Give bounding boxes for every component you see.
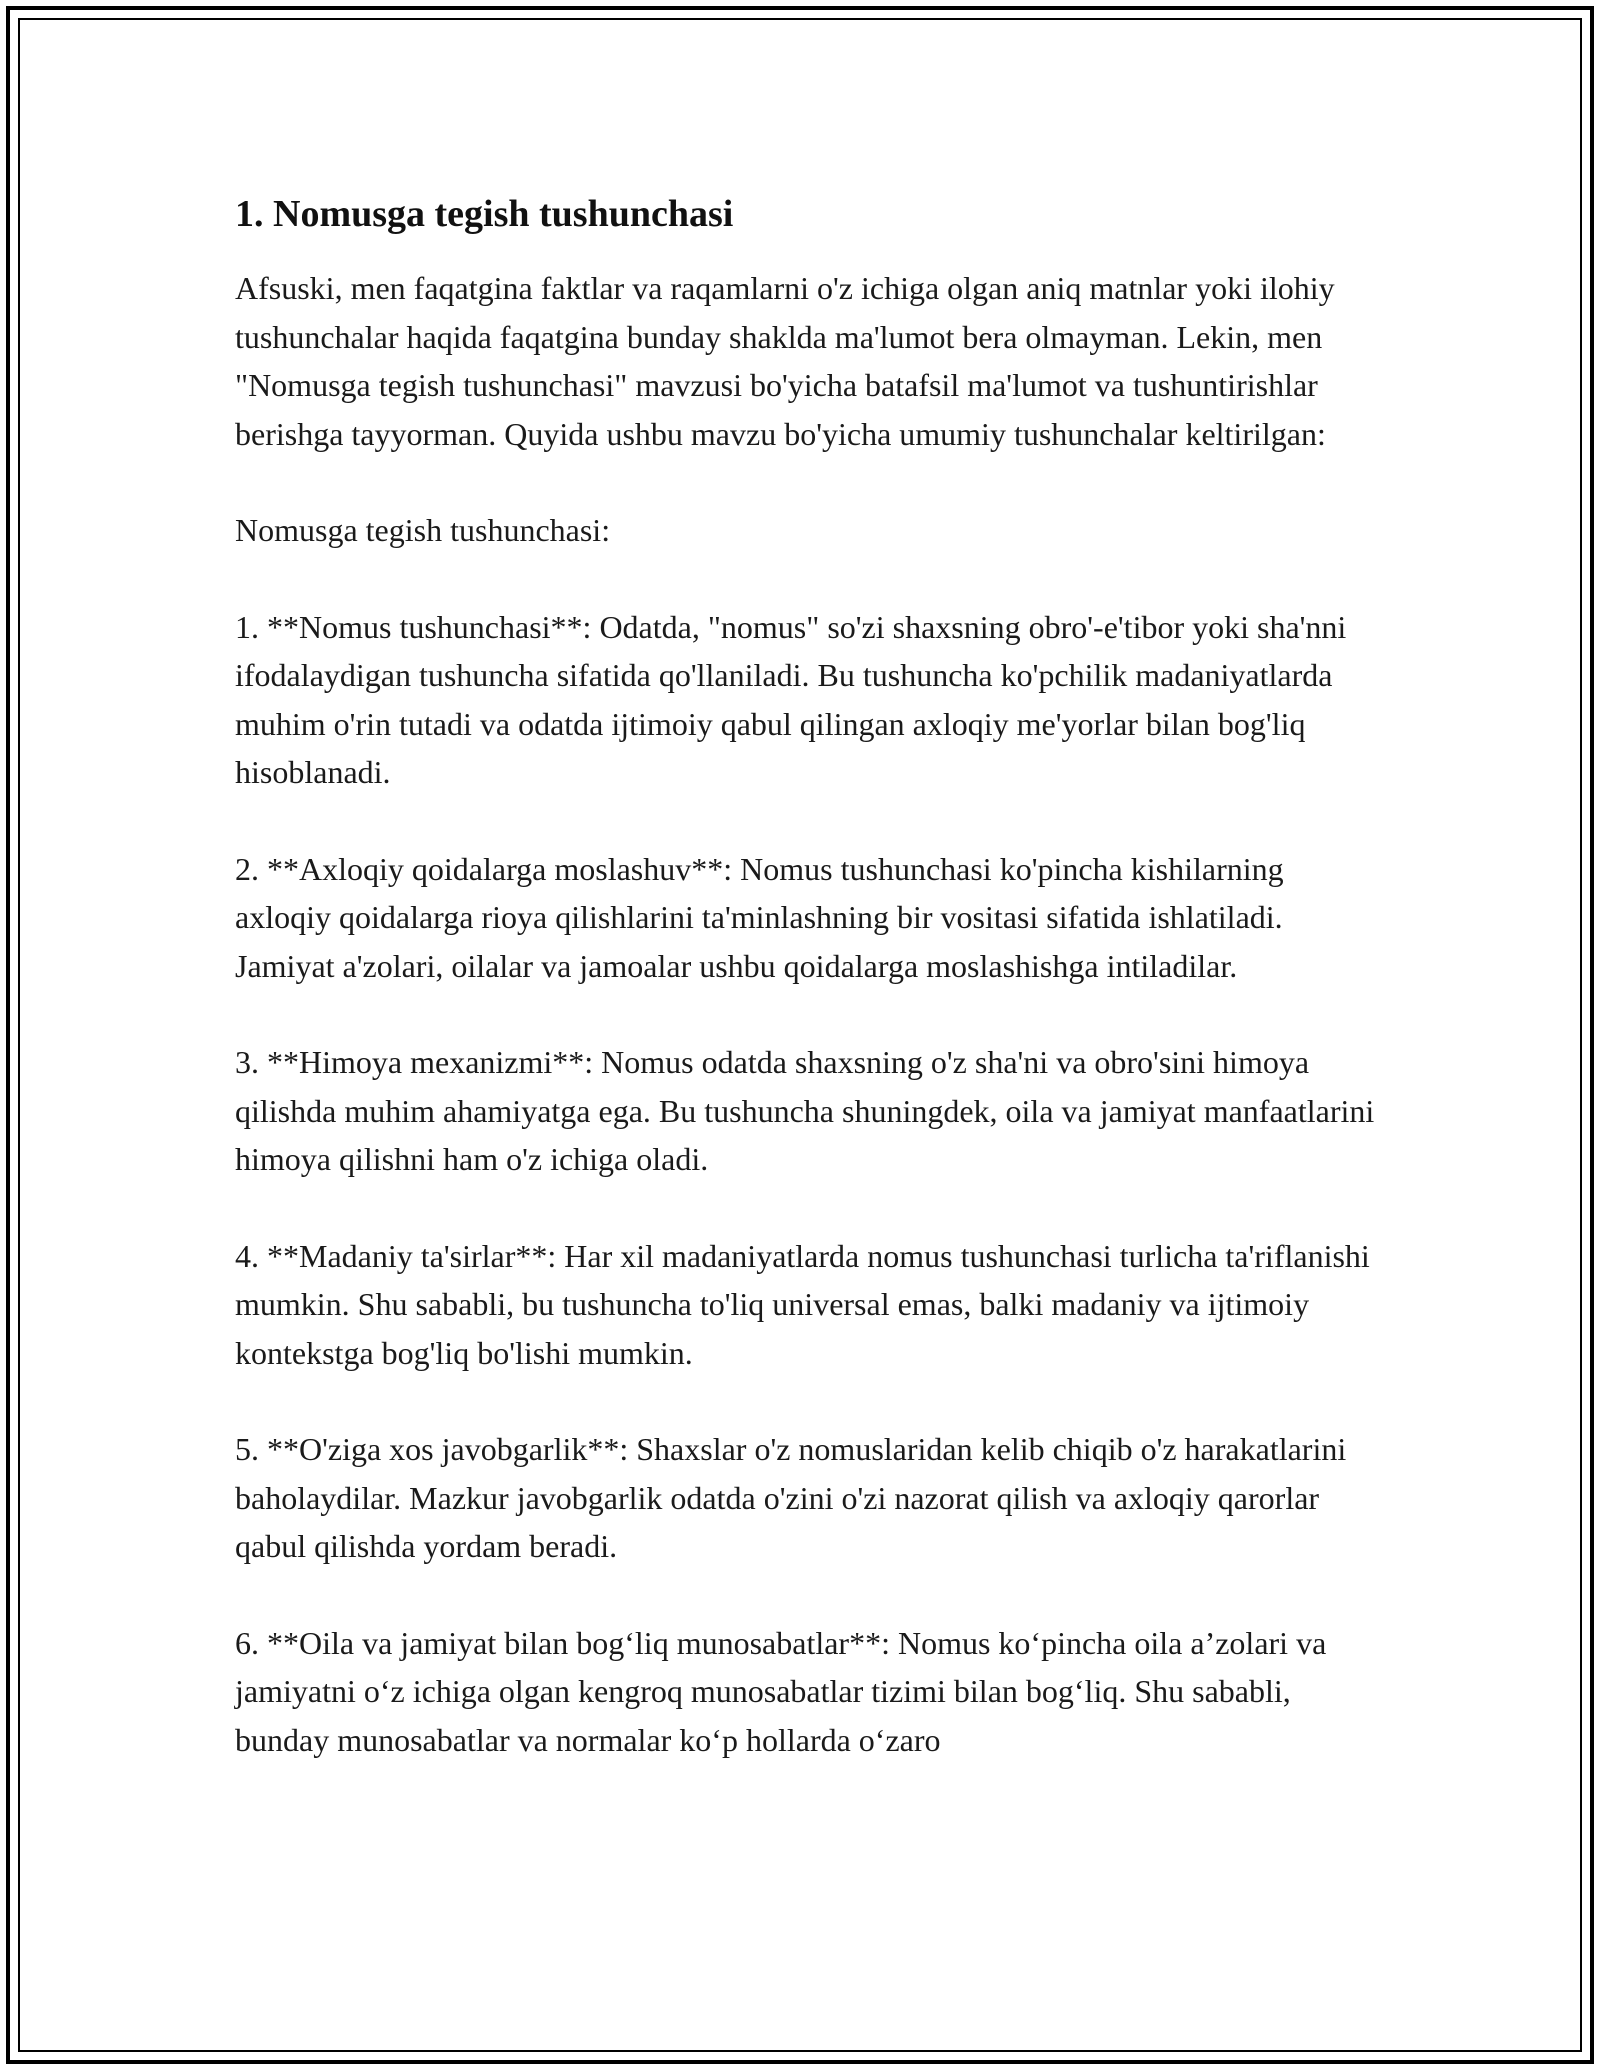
subtitle-paragraph: Nomusga tegish tushunchasi: — [235, 512, 611, 548]
section-heading: 1. Nomusga tegish tushunchasi — [235, 193, 734, 235]
list-item-axloqiy-qoidalar: 2. **Axloqiy qoidalarga moslashuv**: Nomus tushunchasi ko'pincha kishilarning axloqiy qoidalarga rioya qilishlarini ta'minlashning bir vositasi sifatida ishlatiladi. Jamiyat a'zolari, oilalar va jamoalar ushbu qoidalarga moslashishga intiladilar. — [235, 850, 1284, 984]
list-item-nomus-tushunchasi: 1. **Nomus tushunchasi**: Odatda, "nomus" so'zi shaxsning obro'-e'tibor yoki sha'nni ifodalaydigan tushuncha sifatida qo'llaniladi. Bu tushuncha ko'pchilik madaniyatlarda muhim o'rin tutadi va odatda ijtimoiy qabul qilingan axloqiy me'yorlar bilan bog'liq hisoblanadi. — [235, 608, 1347, 790]
intro-paragraph: Afsuski, men faqatgina faktlar va raqamlarni o'z ichiga olgan aniq matnlar yoki ilohiy tushunchalar haqida faqatgina bunday shakldа ma'lumot bera olmayman. Lekin, men "Nomusga tegish tushunchasi" mavzusi bo'yicha batafsil ma'lumot va tushuntirishlar berishga tayyorman. Quyida ushbu mavzu bo'yicha umumiy tushunchalar keltirilgan: — [235, 270, 1335, 452]
list-item-himoya-mexanizmi: 3. **Himoya mexanizmi**: Nomus odatda shaxsning o'z sha'ni va obro'sini himoya qilishda muhim ahamiyatga ega. Bu tushuncha shuningdek, oila va jamiyat manfaatlarini himoya qilishni ham o'z ichiga oladi. — [235, 1044, 1375, 1177]
list-item-javobgarlik: 5. **O'ziga xos javobgarlik**: Shaxslar o'z nomuslaridan kelib chiqib o'z harakatlarini baholaydilar. Mazkur javobgarlik odatda o'zini o'zi nazorat qilish va axloqiy qarorlar qabul qilishda yordam beradi. — [235, 1431, 1347, 1564]
list-item-madaniy-tasirlar: 4. **Madaniy ta'sirlar**: Har xil madaniyatlarda nomus tushunchasi turlicha ta'riflanishi mumkin. Shu sababli, bu tushuncha to'liq universal emas, balki madaniy va ijtimoiy kontekstga bog'liq bo'lishi mumkin. — [235, 1237, 1370, 1371]
list-item-oila-jamiyat: 6. **Oila va jamiyat bilan bog‘liq munosabatlar**: Nomus ko‘pincha oila a’zolari va jamiyatni o‘z ichiga olgan kengroq munosabatlar tizimi bilan bog‘liq. Shu sababli, bunday munosabatlar va normalar ko‘p hollarda o‘zaro — [235, 1624, 1327, 1758]
document-body — [235, 190, 1375, 1812]
